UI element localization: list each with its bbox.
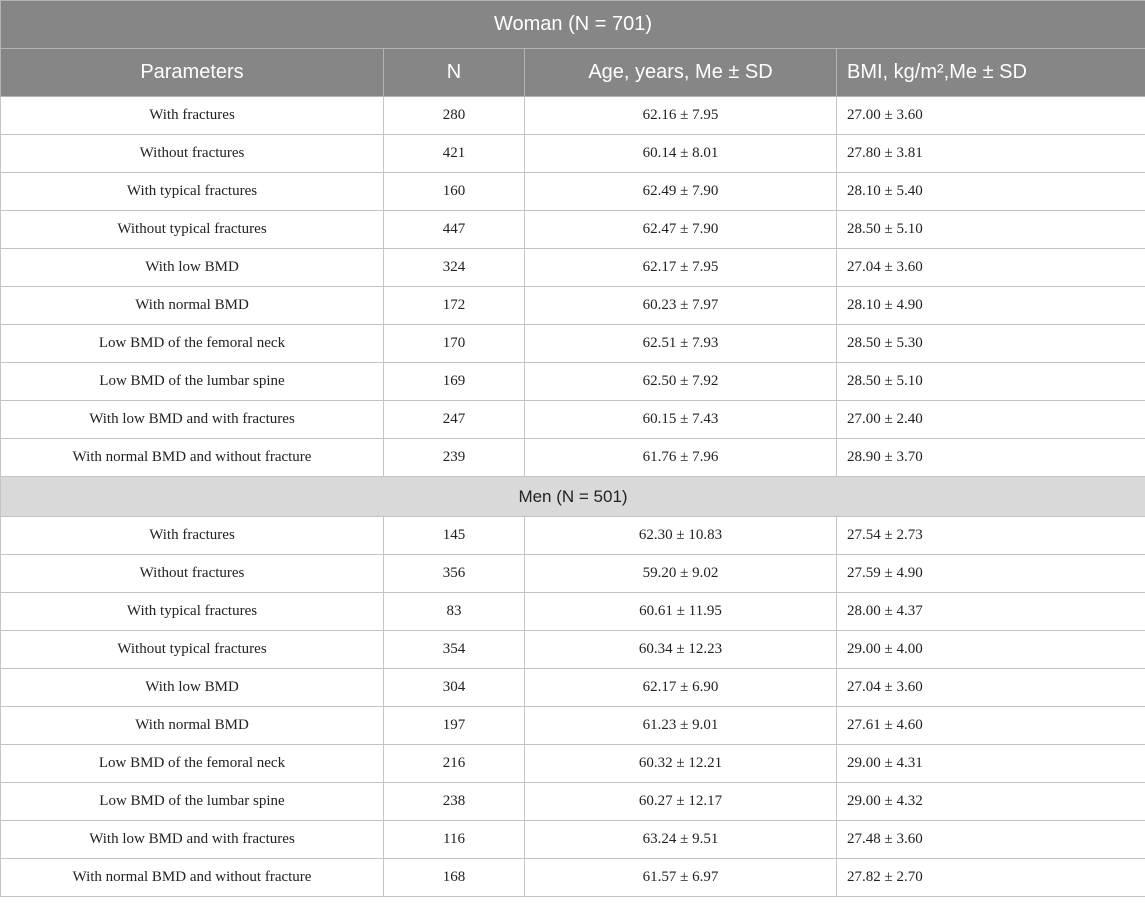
table-row [1,249,1145,287]
column-header-row [1,49,1145,97]
n-cell: 280 [384,97,525,135]
column-header-n: N [384,49,525,97]
age-cell: 60.32 ± 12.21 [525,745,837,783]
param-cell: With fractures [1,517,384,555]
bmi-cell: 27.82 ± 2.70 [837,859,1145,897]
n-cell: 354 [384,631,525,669]
table-row [1,287,1145,325]
bmi-cell: 27.04 ± 3.60 [837,669,1145,707]
age-cell: 61.23 ± 9.01 [525,707,837,745]
age-cell: 62.50 ± 7.92 [525,363,837,401]
n-cell: 172 [384,287,525,325]
bmi-cell: 29.00 ± 4.32 [837,783,1145,821]
param-cell: With low BMD and with fractures [1,821,384,859]
bmi-cell: 27.48 ± 3.60 [837,821,1145,859]
age-cell: 62.16 ± 7.95 [525,97,837,135]
age-cell: 60.27 ± 12.17 [525,783,837,821]
param-cell: With low BMD and with fractures [1,401,384,439]
age-cell: 62.51 ± 7.93 [525,325,837,363]
n-cell: 170 [384,325,525,363]
param-cell: With normal BMD [1,707,384,745]
bmi-cell: 27.59 ± 4.90 [837,555,1145,593]
table-row [1,707,1145,745]
table-row [1,783,1145,821]
n-cell: 216 [384,745,525,783]
param-cell: With normal BMD [1,287,384,325]
n-cell: 324 [384,249,525,287]
n-cell: 83 [384,593,525,631]
bmi-cell: 28.00 ± 4.37 [837,593,1145,631]
bmi-cell: 27.54 ± 2.73 [837,517,1145,555]
n-cell: 116 [384,821,525,859]
bmi-cell: 28.10 ± 4.90 [837,287,1145,325]
bmi-cell: 28.10 ± 5.40 [837,173,1145,211]
age-cell: 61.76 ± 7.96 [525,439,837,477]
n-cell: 356 [384,555,525,593]
table-row [1,97,1145,135]
table-row [1,859,1145,897]
age-cell: 60.14 ± 8.01 [525,135,837,173]
table-row [1,517,1145,555]
table-title-row [1,1,1145,49]
age-cell: 62.17 ± 7.95 [525,249,837,287]
table-row [1,439,1145,477]
param-cell: With fractures [1,97,384,135]
n-cell: 197 [384,707,525,745]
param-cell: With normal BMD and without fracture [1,859,384,897]
table-row [1,135,1145,173]
param-cell: Without typical fractures [1,631,384,669]
bmi-cell: 28.50 ± 5.10 [837,211,1145,249]
param-cell: With typical fractures [1,593,384,631]
param-cell: Without typical fractures [1,211,384,249]
n-cell: 160 [384,173,525,211]
n-cell: 169 [384,363,525,401]
age-cell: 63.24 ± 9.51 [525,821,837,859]
bmi-cell: 28.90 ± 3.70 [837,439,1145,477]
women-body [1,97,1145,477]
table-row [1,325,1145,363]
bmi-cell: 28.50 ± 5.10 [837,363,1145,401]
age-cell: 60.61 ± 11.95 [525,593,837,631]
n-cell: 247 [384,401,525,439]
bmi-cell: 27.04 ± 3.60 [837,249,1145,287]
age-cell: 60.15 ± 7.43 [525,401,837,439]
param-cell: Low BMD of the femoral neck [1,325,384,363]
men-body [1,477,1145,897]
column-header-age: Age, years, Me ± SD [525,49,837,97]
table-row [1,173,1145,211]
bmi-cell: 29.00 ± 4.31 [837,745,1145,783]
n-cell: 421 [384,135,525,173]
age-cell: 62.17 ± 6.90 [525,669,837,707]
men-section-title: Men (N = 501) [1,477,1145,517]
age-cell: 62.47 ± 7.90 [525,211,837,249]
n-cell: 304 [384,669,525,707]
table-row [1,555,1145,593]
param-cell: With typical fractures [1,173,384,211]
n-cell: 168 [384,859,525,897]
param-cell: With normal BMD and without fracture [1,439,384,477]
table-row [1,593,1145,631]
table-row [1,363,1145,401]
n-cell: 238 [384,783,525,821]
n-cell: 145 [384,517,525,555]
bmi-cell: 27.00 ± 2.40 [837,401,1145,439]
age-cell: 60.34 ± 12.23 [525,631,837,669]
men-section-row [1,477,1145,517]
param-cell: Low BMD of the femoral neck [1,745,384,783]
param-cell: Low BMD of the lumbar spine [1,783,384,821]
bmi-cell: 29.00 ± 4.00 [837,631,1145,669]
param-cell: Without fractures [1,555,384,593]
bmi-cell: 28.50 ± 5.30 [837,325,1145,363]
age-cell: 59.20 ± 9.02 [525,555,837,593]
column-header-bmi: BMI, kg/m²,Me ± SD [837,49,1145,97]
age-cell: 62.49 ± 7.90 [525,173,837,211]
table-row [1,669,1145,707]
table-row [1,745,1145,783]
table-row [1,631,1145,669]
n-cell: 447 [384,211,525,249]
param-cell: With low BMD [1,249,384,287]
column-header-parameters: Parameters [1,49,384,97]
table-row [1,401,1145,439]
bmi-cell: 27.00 ± 3.60 [837,97,1145,135]
param-cell: Low BMD of the lumbar spine [1,363,384,401]
age-cell: 62.30 ± 10.83 [525,517,837,555]
param-cell: With low BMD [1,669,384,707]
table-row [1,821,1145,859]
age-cell: 61.57 ± 6.97 [525,859,837,897]
n-cell: 239 [384,439,525,477]
age-cell: 60.23 ± 7.97 [525,287,837,325]
table-row [1,211,1145,249]
table-header [1,1,1145,97]
table-title: Woman (N = 701) [1,1,1145,49]
bmi-cell: 27.80 ± 3.81 [837,135,1145,173]
bmi-cell: 27.61 ± 4.60 [837,707,1145,745]
param-cell: Without fractures [1,135,384,173]
